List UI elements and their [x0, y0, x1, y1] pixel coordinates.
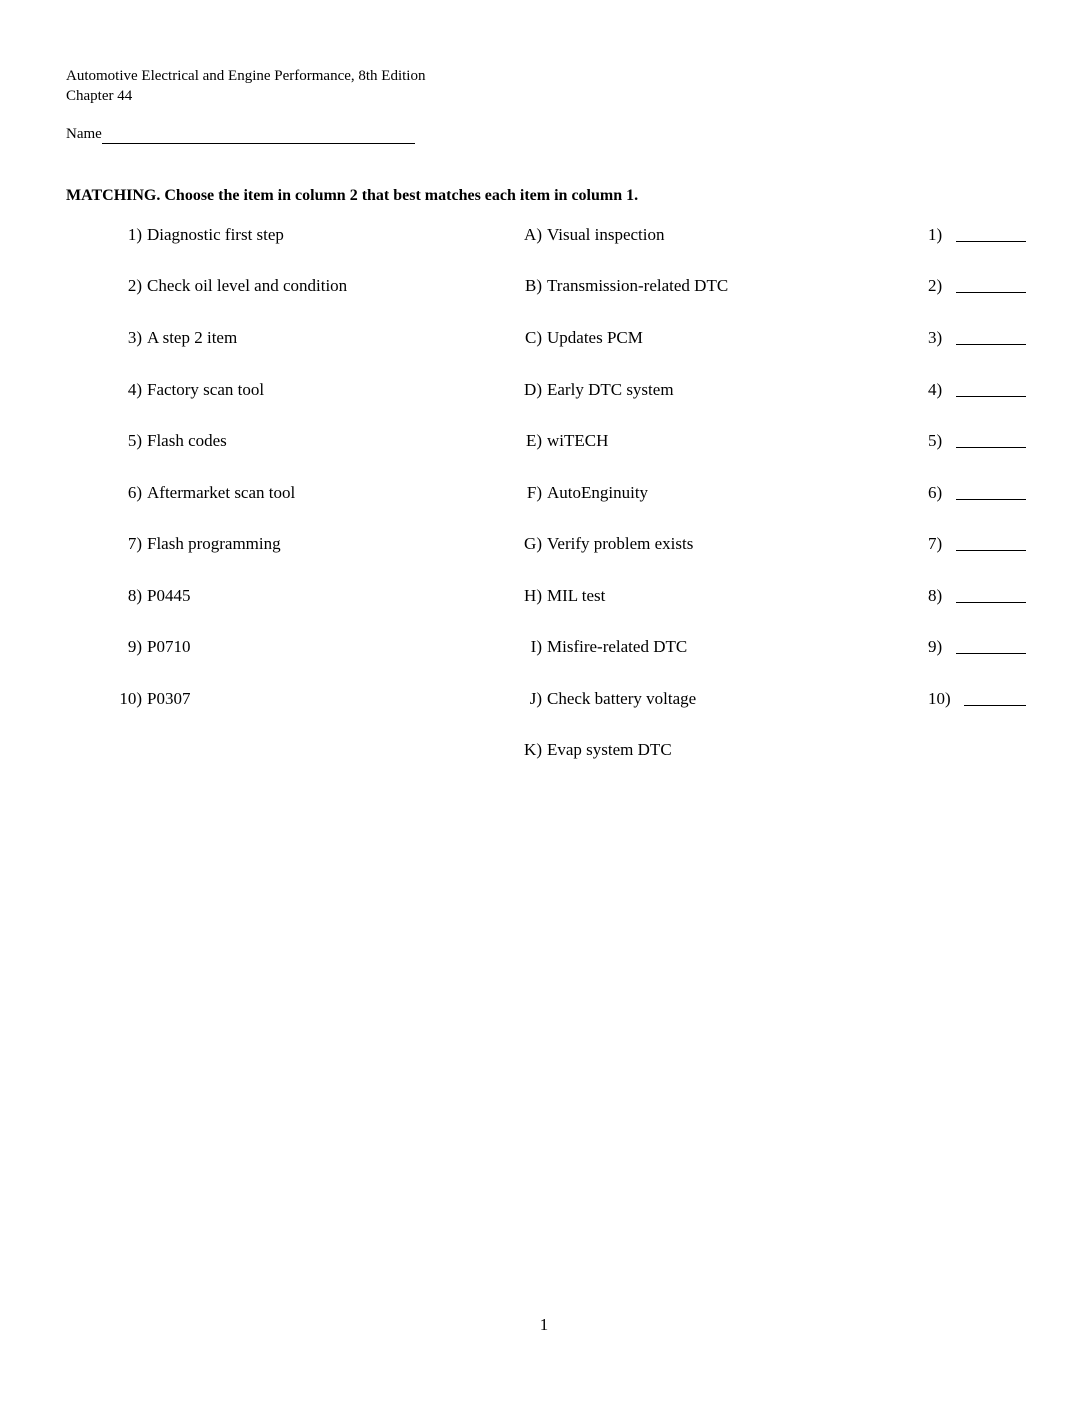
column2-item: Check battery voltage — [547, 689, 697, 708]
column2-item: MIL test — [547, 586, 606, 605]
answer-number: 3) — [928, 328, 943, 347]
column1-number: 8) — [127, 586, 142, 605]
column2-letter: C) — [525, 328, 542, 347]
answer-blank[interactable] — [956, 292, 1026, 293]
answer-number: 4) — [928, 380, 943, 399]
answer-blank[interactable] — [964, 705, 1026, 706]
matching-row — [0, 273, 1088, 299]
page-number: 1 — [539, 1315, 549, 1334]
answer-number: 2) — [928, 276, 943, 295]
matching-row — [0, 531, 1088, 557]
column1-number: 1) — [127, 225, 142, 244]
answer-blank[interactable] — [956, 550, 1026, 551]
instructions: MATCHING. Choose the item in column 2 that best matches each item in column 1. — [66, 187, 639, 204]
column1-number: 9) — [127, 637, 142, 656]
column1-item: P0445 — [147, 586, 191, 605]
answer-number: 7) — [928, 534, 943, 553]
column1-item: P0710 — [147, 637, 191, 656]
column2-letter: F) — [526, 483, 542, 502]
column1-item: Diagnostic first step — [147, 225, 284, 244]
matching-row — [0, 737, 1088, 763]
column2-item: Misfire-related DTC — [547, 637, 688, 656]
matching-row — [0, 222, 1088, 248]
column2-item: Evap system DTC — [547, 740, 672, 759]
column2-letter: D) — [524, 380, 542, 399]
column1-item: Flash codes — [147, 431, 227, 450]
answer-blank[interactable] — [956, 602, 1026, 603]
column1-number: 10) — [119, 689, 142, 708]
column1-item: Check oil level and condition — [147, 276, 348, 295]
answer-number: 9) — [928, 637, 943, 656]
matching-row — [0, 480, 1088, 506]
column1-item: Aftermarket scan tool — [147, 483, 296, 502]
column2-item: wiTECH — [547, 431, 609, 450]
column2-item: Visual inspection — [547, 225, 665, 244]
answer-blank[interactable] — [956, 241, 1026, 242]
column2-item: Transmission-related DTC — [547, 276, 729, 295]
column1-number: 5) — [127, 431, 142, 450]
matching-row — [0, 686, 1088, 712]
matching-row — [0, 428, 1088, 454]
chapter-label: Chapter 44 — [66, 88, 133, 104]
column2-letter: A) — [524, 225, 542, 244]
column1-number: 6) — [127, 483, 142, 502]
column2-letter: I) — [530, 637, 542, 656]
column1-number: 4) — [127, 380, 142, 399]
matching-row — [0, 583, 1088, 609]
column1-number: 7) — [127, 534, 142, 553]
column2-item: Verify problem exists — [547, 534, 694, 553]
column2-letter: E) — [525, 431, 542, 450]
column1-number: 2) — [127, 276, 142, 295]
matching-row — [0, 377, 1088, 403]
column1-item: A step 2 item — [147, 328, 238, 347]
column1-number: 3) — [127, 328, 142, 347]
column2-letter: J) — [529, 689, 542, 708]
name-label: Name — [66, 126, 102, 142]
answer-blank[interactable] — [956, 653, 1026, 654]
column1-item: P0307 — [147, 689, 191, 708]
matching-row — [0, 325, 1088, 351]
matching-row — [0, 634, 1088, 660]
column2-letter: H) — [524, 586, 542, 605]
answer-blank[interactable] — [956, 499, 1026, 500]
answer-number: 1) — [928, 225, 943, 244]
answer-number: 5) — [928, 431, 943, 450]
column2-letter: B) — [525, 276, 542, 295]
answer-blank[interactable] — [956, 344, 1026, 345]
column2-letter: K) — [524, 740, 542, 759]
name-field[interactable] — [102, 125, 415, 144]
answer-number: 10) — [928, 689, 951, 708]
column2-item: Updates PCM — [547, 328, 643, 347]
answer-blank[interactable] — [956, 447, 1026, 448]
column2-item: Early DTC system — [547, 380, 674, 399]
column1-item: Factory scan tool — [147, 380, 265, 399]
name-row — [66, 124, 415, 144]
column1-item: Flash programming — [147, 534, 281, 553]
column2-item: AutoEnginuity — [547, 483, 649, 502]
book-title: Automotive Electrical and Engine Performance, 8th Edition — [66, 68, 426, 84]
column2-letter: G) — [524, 534, 542, 553]
answer-number: 8) — [928, 586, 943, 605]
answer-blank[interactable] — [956, 396, 1026, 397]
answer-number: 6) — [928, 483, 943, 502]
